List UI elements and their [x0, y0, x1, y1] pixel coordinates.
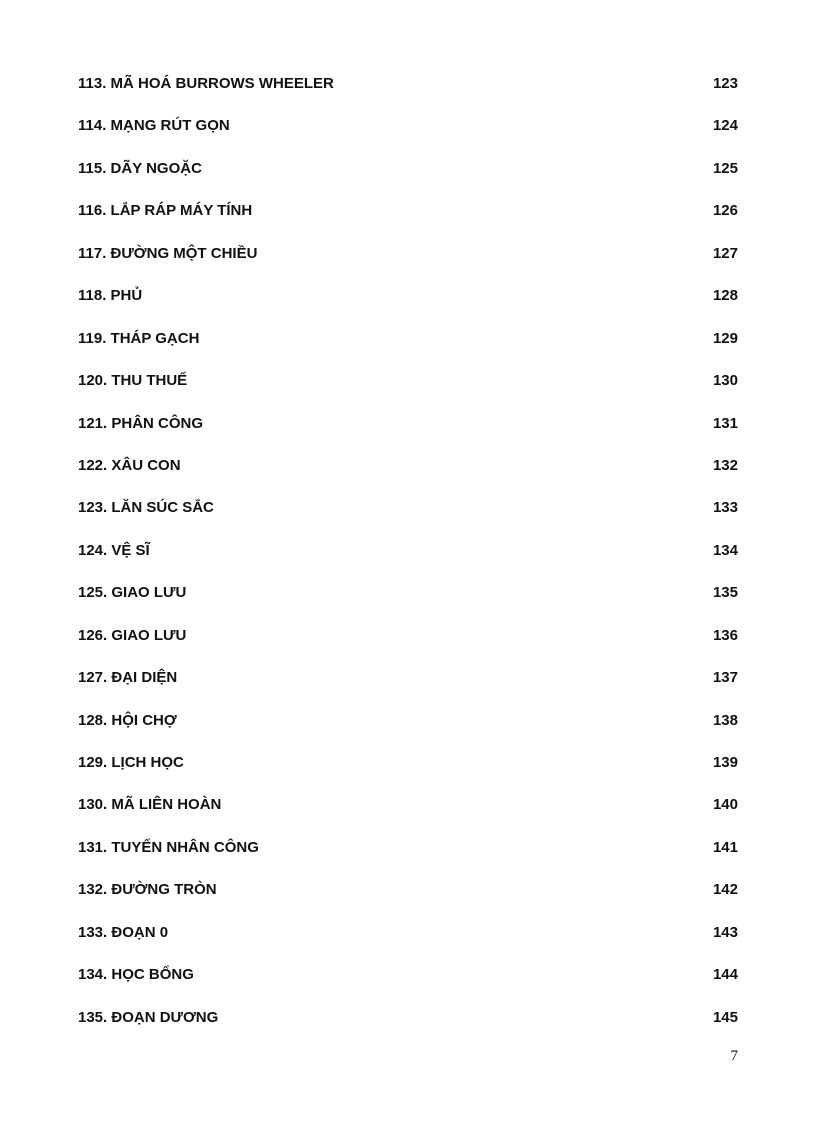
toc-entry[interactable]	[78, 243, 738, 285]
toc-entry[interactable]	[78, 879, 738, 921]
toc-entry-page: 142	[712, 881, 738, 899]
toc-entry-title: 125. GIAO LƯU	[78, 584, 187, 602]
toc-entry-title: 120. THU THUẾ	[78, 372, 188, 390]
toc-entry[interactable]	[78, 73, 738, 115]
toc-entry-page: 124	[712, 117, 738, 135]
toc-entry-page: 145	[712, 1008, 738, 1026]
toc-entry-page: 137	[712, 669, 738, 687]
toc-entry-page: 123	[712, 75, 738, 92]
toc-entry[interactable]	[78, 370, 738, 412]
toc-entry[interactable]	[78, 922, 738, 964]
toc-entry[interactable]	[78, 200, 738, 242]
toc-entry[interactable]	[78, 837, 738, 879]
toc-entry-page: 139	[712, 754, 738, 771]
toc-entry-title: 130. MÃ LIÊN HOÀN	[78, 796, 222, 814]
toc-entry-page: 144	[712, 966, 738, 984]
toc-entry-title: 122. XÂU CON	[78, 456, 181, 474]
toc-entry[interactable]	[78, 285, 738, 327]
toc-entry-title: 134. HỌC BỔNG	[78, 966, 194, 984]
toc-entry-title: 128. HỘI CHỢ	[78, 711, 177, 729]
toc-entry-title: 114. MẠNG RÚT GỌN	[78, 117, 230, 135]
toc-entry-page: 131	[712, 414, 738, 432]
toc-entry[interactable]	[78, 540, 738, 582]
toc-entry[interactable]	[78, 964, 738, 1006]
toc-entry-page: 136	[712, 626, 738, 644]
toc-entry[interactable]	[78, 115, 738, 157]
toc-entry[interactable]	[78, 625, 738, 667]
toc-entry-page: 132	[712, 456, 738, 474]
toc-entry-page: 133	[712, 499, 738, 517]
toc-entry-title: 135. ĐOẠN DƯƠNG	[78, 1008, 219, 1026]
toc-entry[interactable]	[78, 158, 738, 200]
toc-entry[interactable]	[78, 328, 738, 370]
toc-entry-page: 135	[712, 584, 738, 602]
toc-entry-page: 125	[712, 159, 738, 177]
toc-entry-page: 134	[712, 541, 738, 559]
toc-entry-title: 119. THÁP GẠCH	[78, 329, 200, 347]
toc-entry[interactable]	[78, 497, 738, 539]
toc-entry-page: 143	[712, 923, 738, 941]
toc-entry-page: 140	[712, 796, 738, 814]
toc-entry[interactable]	[78, 455, 738, 497]
toc-entry-title: 117. ĐƯỜNG MỘT CHIỀU	[78, 244, 258, 262]
toc-entry-title: 113. MÃ HOÁ BURROWS WHEELER	[78, 75, 334, 92]
toc-entry-page: 126	[712, 202, 738, 220]
table-of-contents	[78, 73, 738, 1049]
toc-entry-page: 128	[712, 287, 738, 305]
toc-entry-page: 141	[712, 838, 738, 856]
toc-entry-title: 121. PHÂN CÔNG	[78, 414, 204, 432]
toc-entry-title: 116. LẮP RÁP MÁY TÍNH	[78, 202, 253, 220]
toc-entry-title: 129. LỊCH HỌC	[78, 754, 184, 771]
toc-entry-title: 126. GIAO LƯU	[78, 626, 187, 644]
toc-entry-title: 123. LĂN SÚC SẮC	[78, 499, 214, 517]
toc-entry-title: 124. VỆ SĨ	[78, 541, 150, 559]
toc-entry-page: 127	[712, 244, 738, 262]
toc-entry-page: 129	[712, 329, 738, 347]
toc-entry-title: 132. ĐƯỜNG TRÒN	[78, 881, 217, 899]
toc-entry[interactable]	[78, 667, 738, 709]
page-number: 7	[730, 1048, 738, 1064]
toc-entry[interactable]	[78, 413, 738, 455]
toc-entry-title: 133. ĐOẠN 0	[78, 923, 169, 941]
toc-entry[interactable]	[78, 1007, 738, 1049]
toc-entry-title: 115. DÃY NGOẶC	[78, 159, 202, 177]
toc-entry[interactable]	[78, 582, 738, 624]
toc-entry[interactable]	[78, 794, 738, 836]
toc-entry-title: 127. ĐẠI DIỆN	[78, 669, 178, 687]
toc-entry-title: 131. TUYỂN NHÂN CÔNG	[78, 838, 259, 856]
toc-entry-page: 138	[712, 711, 738, 729]
toc-entry[interactable]	[78, 752, 738, 794]
toc-entry-page: 130	[712, 372, 738, 390]
toc-entry-title: 118. PHỦ	[78, 287, 143, 305]
toc-entry[interactable]	[78, 710, 738, 752]
